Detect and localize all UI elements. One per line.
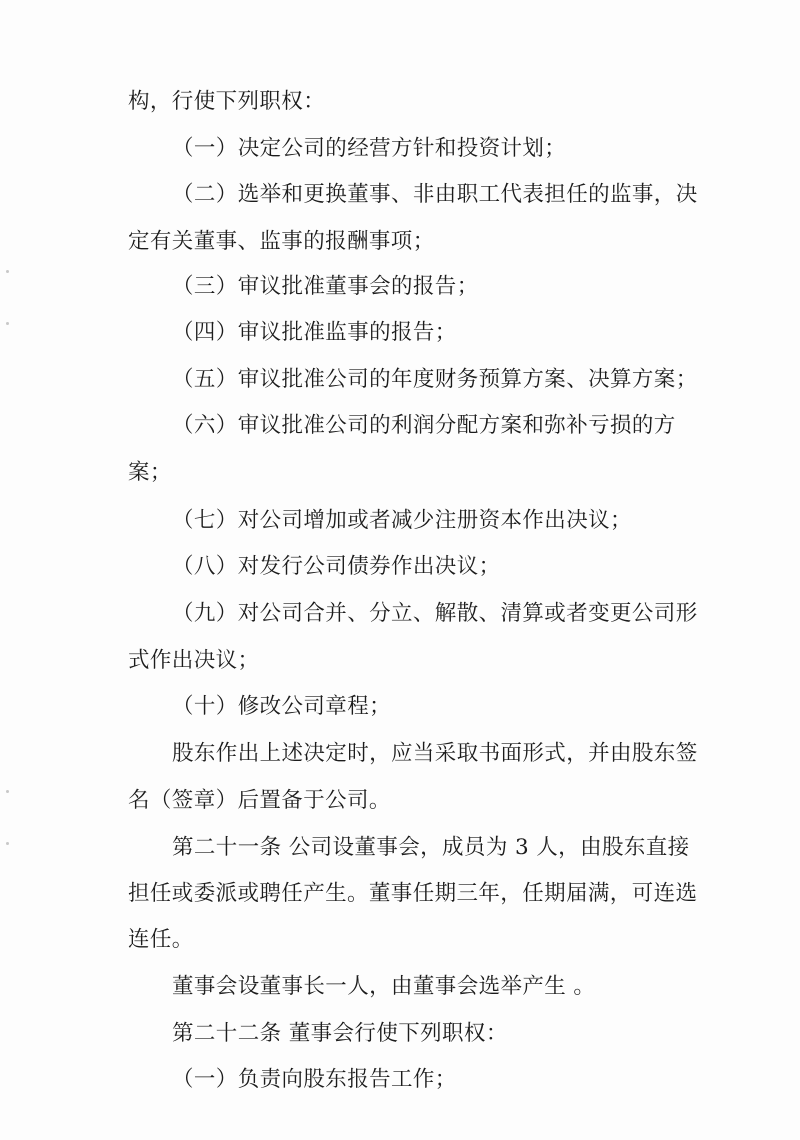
- text-line: [0, 969, 800, 1005]
- line-text: 股东作出上述决定时，应当采取书面形式，并由股东签: [172, 741, 698, 766]
- text-line: [0, 362, 800, 398]
- line-text: 第二十二条 董事会行使下列职权：: [172, 1021, 508, 1046]
- line-text: （六）审议批准公司的利润分配方案和弥补亏损的方: [172, 413, 676, 438]
- line-text: （十）修改公司章程；: [172, 694, 392, 719]
- line-text: （一）负责向股东报告工作；: [172, 1067, 457, 1092]
- text-line: [0, 1016, 800, 1052]
- text-line: [0, 596, 800, 632]
- line-text: 式作出决议；: [128, 648, 260, 673]
- text-line: [0, 922, 800, 958]
- text-line: [0, 315, 800, 351]
- line-text: （二）选举和更换董事、非由职工代表担任的监事，决: [172, 182, 698, 207]
- line-text: （七）对公司增加或者减少注册资本作出决议；: [172, 508, 632, 533]
- text-line: [0, 269, 800, 305]
- text-line: [0, 503, 800, 539]
- text-line: [0, 643, 800, 679]
- line-text: （五）审议批准公司的年度财务预算方案、决算方案；: [172, 367, 698, 392]
- line-text: 案；: [128, 460, 172, 485]
- text-line: [0, 455, 800, 491]
- line-text: 连任。: [128, 927, 194, 952]
- line-text: 董事会设董事长一人，由董事会选举产生 。: [172, 974, 596, 999]
- line-text: （三）审议批准董事会的报告；: [172, 274, 479, 299]
- line-text: （一）决定公司的经营方针和投资计划；: [172, 136, 567, 161]
- text-line: [0, 408, 800, 444]
- line-text: （九）对公司合并、分立、解散、清算或者变更公司形: [172, 601, 698, 626]
- text-line: [0, 131, 800, 167]
- line-text: （四）审议批准监事的报告；: [172, 320, 457, 345]
- line-text: 担任或委派或聘任产生。董事任期三年，任期届满，可连选: [128, 881, 698, 906]
- text-line: [0, 830, 800, 866]
- scan-speck: [6, 790, 9, 793]
- text-line: [0, 84, 800, 120]
- text-line: [0, 783, 800, 819]
- text-line: [0, 549, 800, 585]
- scan-speck: [6, 270, 9, 273]
- scan-speck: [6, 322, 9, 325]
- line-text: 名（签章）后置备于公司。: [128, 788, 391, 813]
- line-text: 构，行使下列职权：: [128, 89, 326, 114]
- text-line: [0, 736, 800, 772]
- text-line: [0, 224, 800, 260]
- text-line: [0, 177, 800, 213]
- text-line: [0, 1062, 800, 1098]
- line-text: 第二十一条 公司设董事会，成员为 3 人，由股东直接: [172, 835, 690, 860]
- scan-speck: [6, 842, 9, 845]
- text-line: [0, 689, 800, 725]
- line-text: 定有关董事、监事的报酬事项；: [128, 229, 435, 254]
- text-line: [0, 876, 800, 912]
- line-text: （八）对发行公司债券作出决议；: [172, 554, 501, 579]
